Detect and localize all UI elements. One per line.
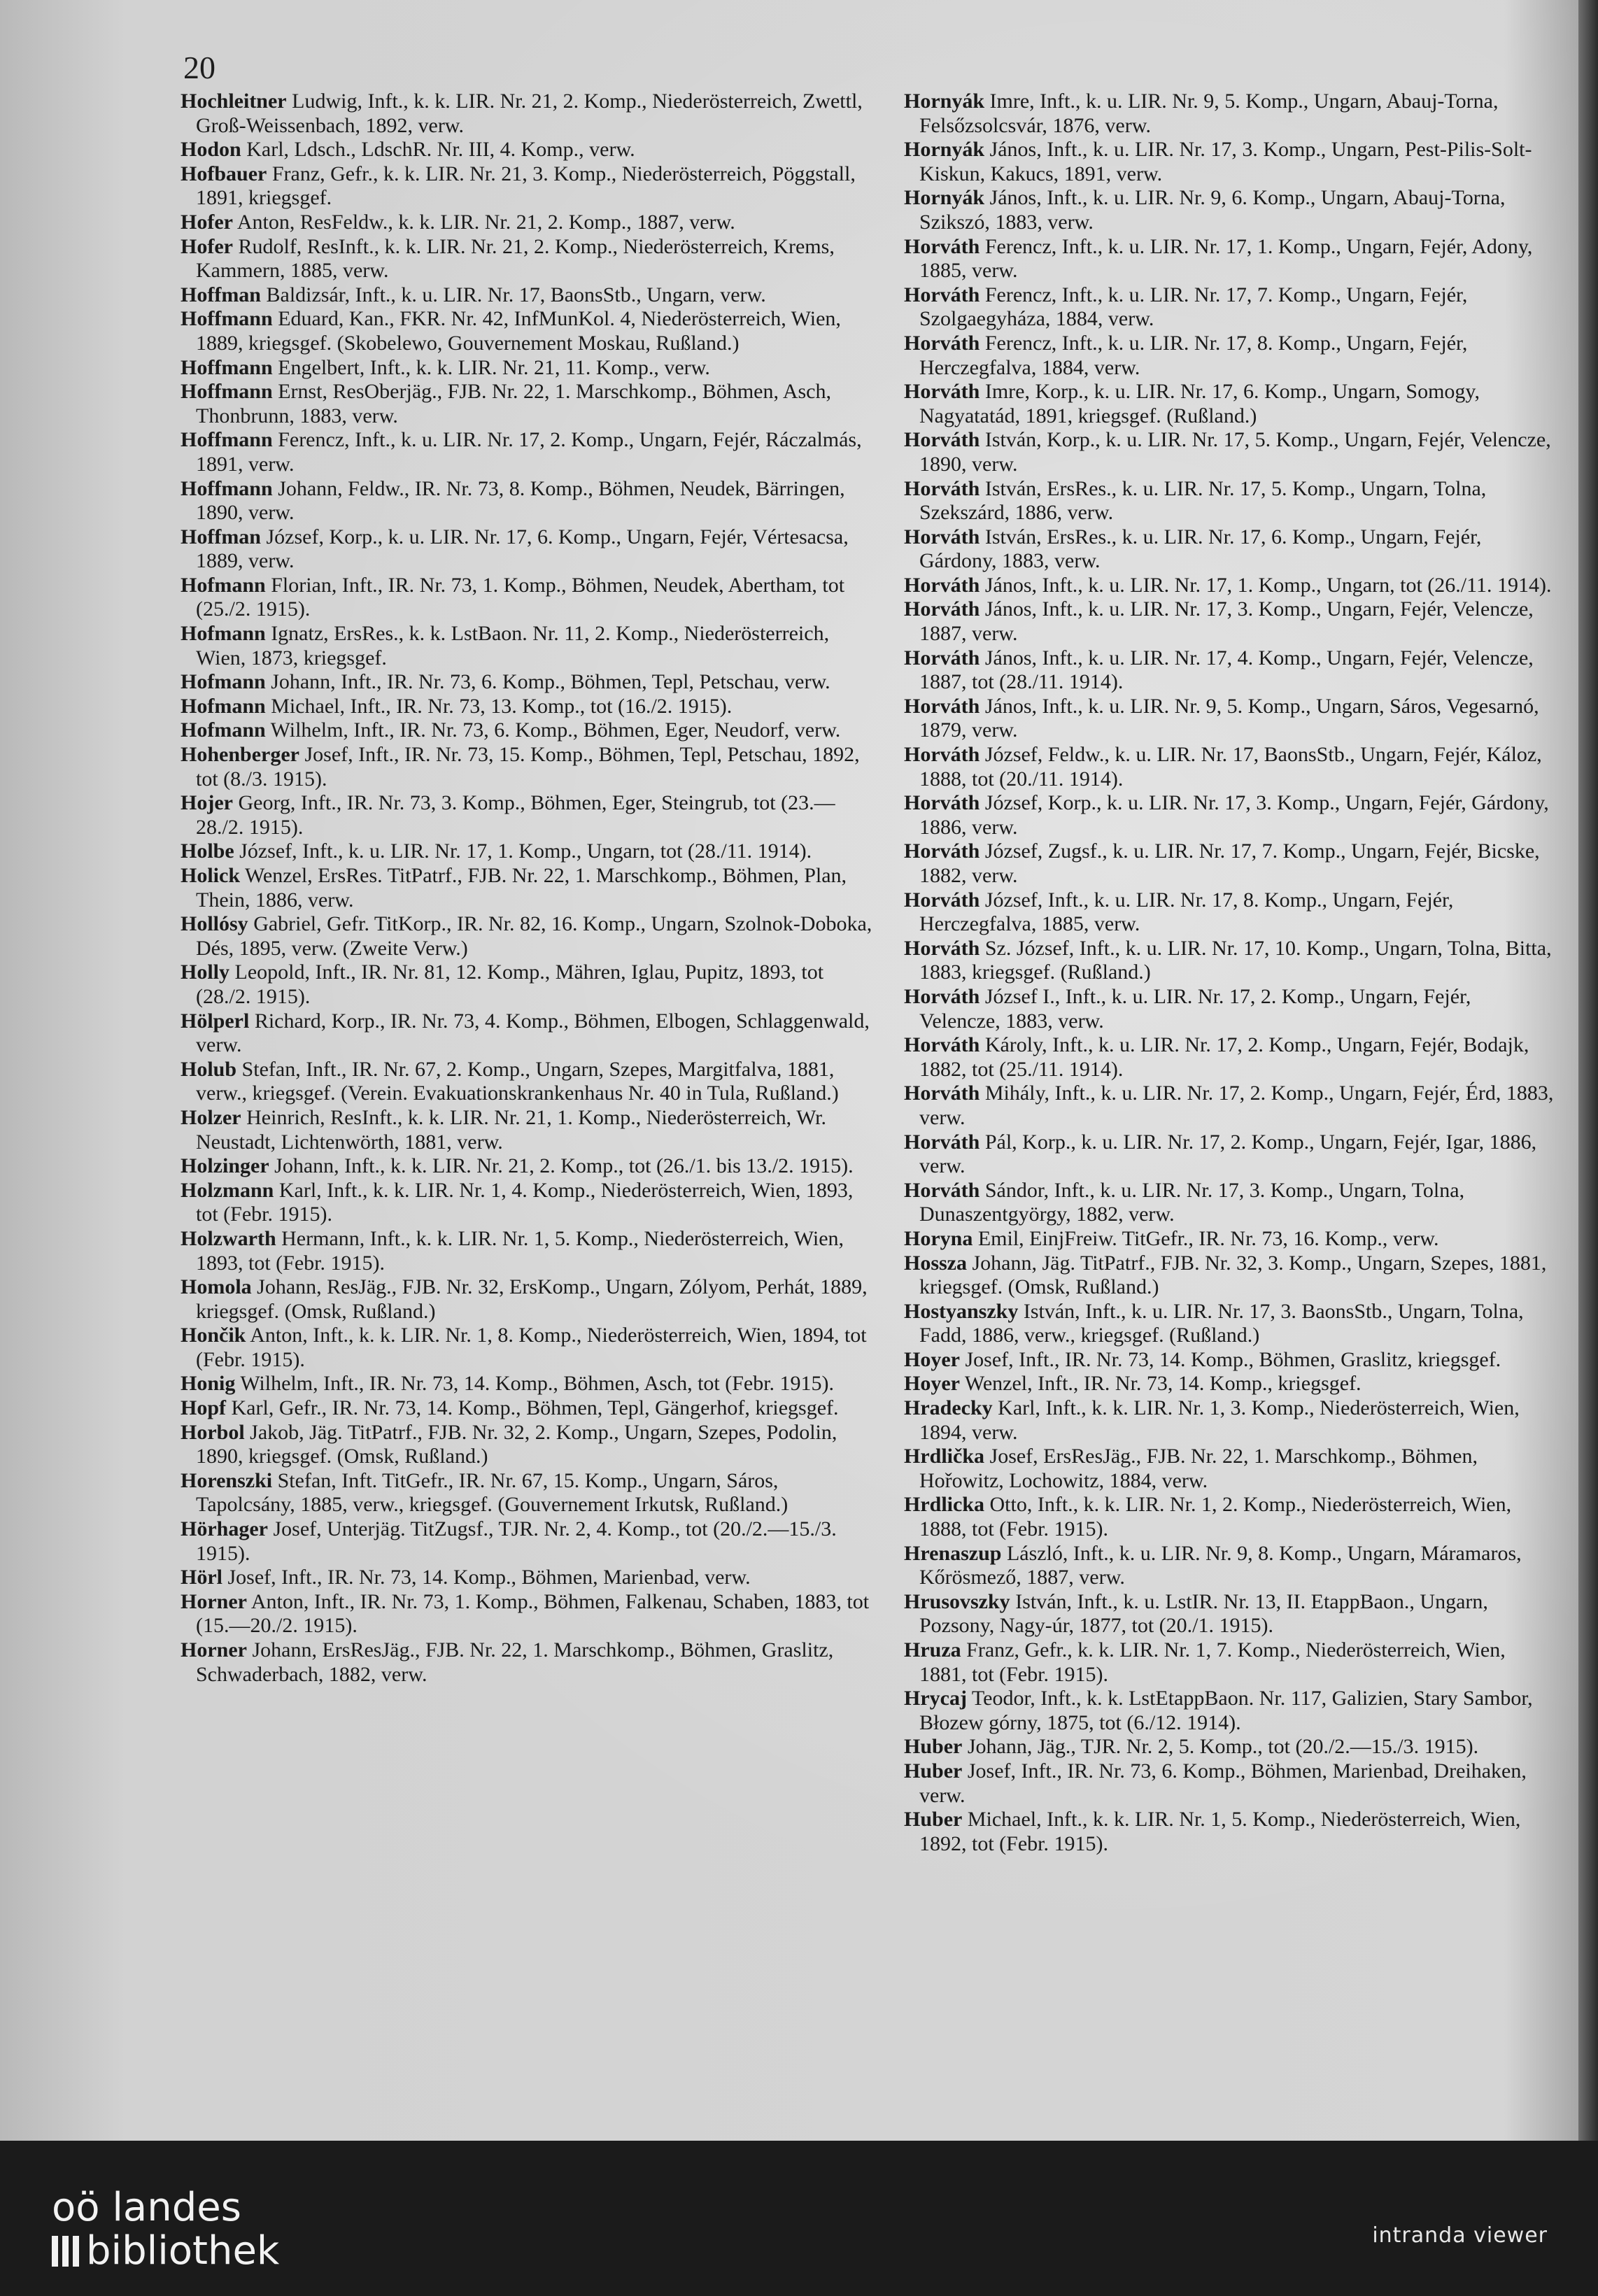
list-entry [904, 1131, 1555, 1179]
list-entry [181, 1590, 880, 1638]
list-entry [181, 1154, 880, 1179]
list-entry [181, 864, 880, 912]
entry-surname: Hoffman [181, 283, 261, 306]
list-entry [181, 138, 880, 162]
entry-surname: Huber [904, 1759, 963, 1783]
entry-details: Sándor, Inft., k. u. LIR. Nr. 17, 3. Komp., Ungarn, Tolna, Dunaszentgyörgy, 1882, verw. [919, 1178, 1465, 1226]
entry-surname: Horváth [904, 283, 980, 306]
list-entry [904, 597, 1555, 646]
list-entry [904, 791, 1555, 839]
entry-details: Leopold, Inft., IR. Nr. 81, 12. Komp., Mähren, Iglau, Pupitz, 1893, tot (28./2. 1915). [196, 961, 824, 1008]
entry-details: Karl, Inft., k. k. LIR. Nr. 1, 4. Komp., Niederösterreich, Wien, 1893, tot (Febr. 1915). [196, 1178, 854, 1226]
list-entry [181, 477, 880, 525]
entry-details: Imre, Inft., k. u. LIR. Nr. 9, 5. Komp., Ungarn, Abauj-Torna, Felsőzsolcsvár, 1876, verw. [919, 90, 1499, 137]
list-entry [181, 211, 880, 235]
entry-details: József I., Inft., k. u. LIR. Nr. 17, 2. Komp., Ungarn, Fejér, Velencze, 1883, verw. [919, 984, 1471, 1033]
entry-surname: Hornyák [904, 138, 985, 162]
list-entry [181, 162, 880, 211]
entry-surname: Homola [181, 1275, 252, 1299]
entry-surname: Hrenaszup [904, 1541, 1002, 1565]
list-entry [181, 791, 880, 839]
entry-surname: Holzinger [181, 1154, 269, 1178]
list-entry [904, 1808, 1555, 1856]
list-entry [181, 1324, 880, 1372]
entry-surname: Horner [181, 1638, 247, 1661]
entry-surname: Hoffmann [181, 307, 273, 331]
entry-details: János, Inft., k. u. LIR. Nr. 9, 6. Komp., Ungarn, Abauj-Torna, Szikszó, 1883, verw. [919, 186, 1506, 234]
list-entry [904, 985, 1555, 1033]
entry-details: Wilhelm, Inft., IR. Nr. 73, 14. Komp., Böhmen, Asch, tot (Febr. 1915). [235, 1372, 835, 1396]
entry-surname: Hoffman [181, 525, 261, 548]
entry-surname: Horváth [904, 1130, 980, 1154]
entry-details: Ferencz, Inft., k. u. LIR. Nr. 17, 7. Komp., Ungarn, Fejér, Szolgaegyháza, 1884, verw. [919, 283, 1468, 331]
entry-surname: Hofer [181, 234, 233, 258]
list-entry [181, 1638, 880, 1687]
entry-surname: Hopf [181, 1396, 227, 1420]
list-entry [904, 525, 1555, 574]
list-entry [181, 1566, 880, 1590]
entry-details: Ludwig, Inft., k. k. LIR. Nr. 21, 2. Komp., Niederösterreich, Zwettl, Groß-Weissenbach, 1892, verw. [196, 90, 863, 137]
entry-surname: Horváth [904, 743, 980, 767]
entry-surname: Holzmann [181, 1178, 274, 1202]
entry-surname: Horváth [904, 791, 980, 815]
entry-surname: Horváth [904, 839, 980, 863]
entry-surname: Holzer [181, 1105, 241, 1129]
list-entry [181, 622, 880, 670]
list-entry [904, 1493, 1555, 1541]
entry-details: János, Inft., k. u. LIR. Nr. 17, 4. Komp., Ungarn, Fejér, Velencze, 1887, tot (28./11. 1914). [919, 646, 1534, 694]
list-entry [181, 283, 880, 308]
entry-details: József, Inft., k. u. LIR. Nr. 17, 8. Komp., Ungarn, Fejér, Herczegfalva, 1885, verw. [919, 888, 1454, 936]
list-entry [181, 574, 880, 622]
list-entry [904, 380, 1555, 428]
entry-details: Richard, Korp., IR. Nr. 73, 4. Komp., Böhmen, Elbogen, Schlaggenwald, verw. [196, 1009, 870, 1057]
list-entry [904, 839, 1555, 888]
entry-surname: Horváth [904, 525, 980, 548]
entry-surname: Holbe [181, 839, 234, 863]
list-entry [181, 1058, 880, 1106]
list-entry [904, 235, 1555, 283]
entry-surname: Hoyer [904, 1347, 960, 1371]
list-entry [181, 235, 880, 283]
list-entry [904, 1348, 1555, 1373]
entry-details: Franz, Gefr., k. k. LIR. Nr. 1, 7. Komp., Niederösterreich, Wien, 1881, tot (Febr. 1915). [919, 1638, 1506, 1686]
entry-details: László, Inft., k. u. LIR. Nr. 9, 8. Komp., Ungarn, Máramaros, Kőrösmező, 1887, verw. [919, 1541, 1522, 1589]
list-entry [181, 670, 880, 695]
entry-surname: Horváth [904, 380, 980, 404]
entry-details: Johann, ResJäg., FJB. Nr. 32, ErsKomp., Ungarn, Zólyom, Perhát, 1889, kriegsgef. (Omsk, Rußland.) [196, 1275, 868, 1323]
entry-details: Wilhelm, Inft., IR. Nr. 73, 6. Komp., Böhmen, Eger, Neudorf, verw. [265, 718, 841, 742]
entry-surname: Hofmann [181, 694, 266, 718]
entry-details: Anton, ResFeldw., k. k. LIR. Nr. 21, 2. Komp., 1887, verw. [232, 210, 735, 234]
entry-details: József, Korp., k. u. LIR. Nr. 17, 6. Komp., Ungarn, Fejér, Vértesacsa, 1889, verw. [196, 525, 849, 573]
entry-details: Johann, Feldw., IR. Nr. 73, 8. Komp., Böhmen, Neudek, Bärringen, 1890, verw. [196, 476, 845, 525]
entry-surname: Horváth [904, 1033, 980, 1057]
entry-surname: Hoffmann [181, 380, 273, 404]
entry-details: Karl, Gefr., IR. Nr. 73, 14. Komp., Böhmen, Tepl, Gängerhof, kriegsgef. [226, 1396, 839, 1420]
entry-details: Mihály, Inft., k. u. LIR. Nr. 17, 2. Komp., Ungarn, Fejér, Érd, 1883, verw. [919, 1082, 1554, 1129]
list-entry [181, 1469, 880, 1517]
entry-details: István, Korp., k. u. LIR. Nr. 17, 5. Komp., Ungarn, Fejér, Velencze, 1890, verw. [919, 428, 1551, 476]
entry-surname: Horváth [904, 694, 980, 718]
left-column [181, 90, 880, 1687]
entry-details: Rudolf, ResInft., k. k. LIR. Nr. 21, 2. Komp., Niederösterreich, Krems, Kammern, 1885, verw. [196, 234, 835, 283]
entry-details: József, Feldw., k. u. LIR. Nr. 17, BaonsStb., Ungarn, Fejér, Káloz, 1888, tot (20./11. 1914). [919, 743, 1542, 791]
list-entry [904, 1759, 1555, 1808]
list-entry [181, 912, 880, 961]
entry-surname: Huber [904, 1808, 963, 1831]
entry-surname: Hrdlicka [904, 1493, 985, 1517]
list-entry [904, 186, 1555, 234]
entry-details: Michael, Inft., IR. Nr. 73, 13. Komp., tot (16./2. 1915). [265, 694, 733, 718]
entry-surname: Horváth [904, 646, 980, 669]
entry-surname: Horner [181, 1589, 247, 1613]
list-entry [181, 1517, 880, 1566]
list-entry [904, 1396, 1555, 1445]
list-entry [181, 1227, 880, 1275]
entry-details: János, Inft., k. u. LIR. Nr. 17, 3. Komp., Ungarn, Fejér, Velencze, 1887, verw. [919, 597, 1534, 646]
entry-details: József, Zugsf., k. u. LIR. Nr. 17, 7. Komp., Ungarn, Fejér, Bicske, 1882, verw. [919, 839, 1540, 887]
entry-details: Heinrich, ResInft., k. k. LIR. Nr. 21, 1. Komp., Niederösterreich, Wr. Neustadt, Lichtenwörth, 1881, verw. [196, 1105, 827, 1154]
entry-surname: Horváth [904, 331, 980, 355]
entry-surname: Horyna [904, 1226, 973, 1250]
list-entry [181, 1179, 880, 1227]
entry-details: János, Inft., k. u. LIR. Nr. 17, 3. Komp., Ungarn, Pest-Pilis-Solt-Kiskun, Kakucs, 1891, verw. [919, 138, 1532, 185]
list-entry [904, 90, 1555, 138]
entry-details: István, Inft., k. u. LstIR. Nr. 13, II. EtappBaon., Ungarn, Pozsony, Nagy-úr, 1877, tot (20./1. 1915). [919, 1589, 1488, 1638]
list-entry [904, 332, 1555, 380]
list-entry [181, 718, 880, 743]
list-entry [181, 1009, 880, 1058]
entry-details: Engelbert, Inft., k. k. LIR. Nr. 21, 11. Komp., verw. [272, 355, 710, 379]
entry-details: Pál, Korp., k. u. LIR. Nr. 17, 2. Komp., Ungarn, Fejér, Igar, 1886, verw. [919, 1130, 1537, 1178]
entry-surname: Holzwarth [181, 1226, 276, 1250]
entry-surname: Hölperl [181, 1009, 250, 1033]
entry-surname: Horváth [904, 1178, 980, 1202]
list-entry [181, 1396, 880, 1421]
entry-surname: Horváth [904, 1082, 980, 1105]
entry-surname: Hrdlička [904, 1445, 985, 1468]
entry-details: Florian, Inft., IR. Nr. 73, 1. Komp., Böhmen, Neudek, Abertham, tot (25./2. 1915). [196, 573, 845, 621]
entry-details: Franz, Gefr., k. k. LIR. Nr. 21, 3. Komp., Niederösterreich, Pöggstall, 1891, kriegsgef. [196, 162, 856, 210]
entry-surname: Horbol [181, 1420, 245, 1444]
entry-surname: Horváth [904, 936, 980, 960]
entry-details: Ferencz, Inft., k. u. LIR. Nr. 17, 1. Komp., Ungarn, Fejér, Adony, 1885, verw. [919, 234, 1533, 283]
entry-surname: Hofmann [181, 573, 266, 597]
list-entry [904, 1179, 1555, 1227]
entry-details: Karl, Ldsch., LdschR. Nr. III, 4. Komp., verw. [241, 138, 635, 162]
entry-details: Michael, Inft., k. k. LIR. Nr. 1, 5. Komp., Niederösterreich, Wien, 1892, tot (Febr. 1915). [919, 1808, 1521, 1855]
list-entry [181, 961, 880, 1009]
entry-details: Wenzel, ErsRes. TitPatrf., FJB. Nr. 22, 1. Marschkomp., Böhmen, Plan, Thein, 1886, verw. [196, 864, 847, 912]
entry-details: István, ErsRes., k. u. LIR. Nr. 17, 5. Komp., Ungarn, Tolna, Szekszárd, 1886, verw. [919, 476, 1487, 525]
entry-details: Gabriel, Gefr. TitKorp., IR. Nr. 82, 16. Komp., Ungarn, Szolnok-Doboka, Dés, 1895, verw. (Zweite Verw.) [196, 912, 872, 960]
entry-details: Johann, Jäg. TitPatrf., FJB. Nr. 32, 3. Komp., Ungarn, Szepes, 1881, kriegsgef. (Omsk, Rußland.) [919, 1251, 1547, 1299]
entry-surname: Horváth [904, 476, 980, 500]
list-entry [181, 1275, 880, 1324]
list-entry [181, 90, 880, 138]
list-entry [904, 1687, 1555, 1735]
entry-details: Ferencz, Inft., k. u. LIR. Nr. 17, 2. Komp., Ungarn, Fejér, Ráczalmás, 1891, verw. [196, 428, 862, 476]
entry-surname: Hossza [904, 1251, 967, 1275]
logo-bars-icon [52, 2236, 79, 2267]
library-logo[interactable] [52, 2186, 279, 2273]
entry-surname: Holub [181, 1057, 237, 1081]
entry-surname: Hostyanszky [904, 1299, 1019, 1323]
logo-line-1: oö landes [52, 2185, 241, 2230]
list-entry [904, 1227, 1555, 1252]
list-entry [904, 1252, 1555, 1300]
list-entry [181, 1106, 880, 1154]
entry-details: Wenzel, Inft., IR. Nr. 73, 14. Komp., kriegsgef. [959, 1372, 1362, 1396]
entry-surname: Hodon [181, 138, 241, 162]
list-entry [181, 1421, 880, 1469]
list-entry [904, 888, 1555, 937]
entry-surname: Horváth [904, 428, 980, 452]
entry-details: Teodor, Inft., k. k. LstEtappBaon. Nr. 117, Galizien, Stary Sambor, Błozew górny, 1875, tot (6./12. 1914). [919, 1687, 1533, 1734]
entry-surname: Hornyák [904, 186, 985, 210]
entry-details: Josef, Unterjäg. TitZugsf., TJR. Nr. 2, 4. Komp., tot (20./2.—15./3. 1915). [196, 1517, 837, 1565]
list-entry [904, 1590, 1555, 1638]
entry-details: Ferencz, Inft., k. u. LIR. Nr. 17, 8. Komp., Ungarn, Fejér, Herczegfalva, 1884, verw. [919, 331, 1468, 379]
list-entry [181, 380, 880, 428]
list-entry [904, 1638, 1555, 1687]
entry-surname: Hofmann [181, 670, 266, 694]
right-column [904, 90, 1555, 1856]
entry-details: Ernst, ResOberjäg., FJB. Nr. 22, 1. Marschkomp., Böhmen, Asch, Thonbrunn, 1883, verw. [196, 380, 831, 427]
entry-surname: Hruza [904, 1638, 961, 1661]
entry-details: Stefan, Inft. TitGefr., IR. Nr. 67, 15. Komp., Ungarn, Sáros, Tapolcsány, 1885, verw., kriegsgef. (Gouvernement Irkutsk, Rußland.) [196, 1468, 789, 1517]
entry-surname: Hončik [181, 1324, 246, 1347]
list-entry [904, 937, 1555, 985]
entry-surname: Hornyák [904, 90, 985, 113]
entry-surname: Hochleitner [181, 90, 287, 113]
entry-details: József, Korp., k. u. LIR. Nr. 17, 3. Komp., Ungarn, Fejér, Gárdony, 1886, verw. [919, 791, 1549, 839]
entry-surname: Hrusovszky [904, 1589, 1010, 1613]
list-entry [904, 743, 1555, 791]
entry-surname: Hradecky [904, 1396, 993, 1420]
entry-details: Johann, Inft., IR. Nr. 73, 6. Komp., Böhmen, Tepl, Petschau, verw. [265, 670, 830, 694]
list-entry [904, 1082, 1555, 1130]
entry-details: Hermann, Inft., k. k. LIR. Nr. 1, 5. Komp., Niederösterreich, Wien, 1893, tot (Febr. 1915). [196, 1226, 844, 1275]
entry-details: Josef, Inft., IR. Nr. 73, 14. Komp., Böhmen, Marienbad, verw. [222, 1566, 751, 1589]
entry-details: Johann, ErsResJäg., FJB. Nr. 22, 1. Marschkomp., Böhmen, Graslitz, Schwaderbach, 1882, verw. [196, 1638, 834, 1686]
entry-surname: Honig [181, 1372, 236, 1396]
entry-surname: Hoffmann [181, 355, 273, 379]
entry-details: Josef, Inft., IR. Nr. 73, 14. Komp., Böhmen, Graslitz, kriegsgef. [959, 1347, 1501, 1371]
entry-surname: Holly [181, 961, 230, 984]
entry-details: Johann, Jäg., TJR. Nr. 2, 5. Komp., tot (20./2.—15./3. 1915). [962, 1735, 1479, 1759]
list-entry [181, 307, 880, 355]
entry-surname: Horváth [904, 234, 980, 258]
list-entry [904, 1445, 1555, 1493]
entry-details: Johann, Inft., k. k. LIR. Nr. 21, 2. Komp., tot (26./1. bis 13./2. 1915). [269, 1154, 854, 1178]
entry-details: Jakob, Jäg. TitPatrf., FJB. Nr. 32, 2. Komp., Ungarn, Szepes, Podolin, 1890, kriegsgef. (Omsk, Rußland.) [196, 1420, 837, 1468]
list-entry [904, 477, 1555, 525]
list-entry [904, 1033, 1555, 1082]
entry-details: Anton, Inft., IR. Nr. 73, 1. Komp., Böhmen, Falkenau, Schaben, 1883, tot (15.—20./2. 1915). [196, 1589, 870, 1638]
entry-surname: Hojer [181, 791, 233, 815]
entry-surname: Hoyer [904, 1372, 960, 1396]
entry-details: Josef, ErsResJäg., FJB. Nr. 22, 1. Marschkomp., Böhmen, Hořowitz, Lochowitz, 1884, verw. [919, 1445, 1478, 1492]
entry-details: István, ErsRes., k. u. LIR. Nr. 17, 6. Komp., Ungarn, Fejér, Gárdony, 1883, verw. [919, 525, 1482, 573]
entry-surname: Hörhager [181, 1517, 268, 1541]
entry-details: Georg, Inft., IR. Nr. 73, 3. Komp., Böhmen, Eger, Steingrub, tot (23.—28./2. 1915). [196, 791, 835, 839]
entry-details: József, Inft., k. u. LIR. Nr. 17, 1. Komp., Ungarn, tot (28./11. 1914). [234, 839, 812, 863]
list-entry [904, 695, 1555, 743]
entry-details: János, Inft., k. u. LIR. Nr. 17, 1. Komp., Ungarn, tot (26./11. 1914). [980, 573, 1552, 597]
list-entry [904, 428, 1555, 476]
entry-details: Josef, Inft., IR. Nr. 73, 15. Komp., Böhmen, Tepl, Petschau, 1892, tot (8./3. 1915). [196, 743, 860, 791]
list-entry [181, 356, 880, 381]
logo-line-2: bibliothek [86, 2228, 280, 2274]
entry-details: Emil, EinjFreiw. TitGefr., IR. Nr. 73, 16. Komp., verw. [973, 1226, 1439, 1250]
entry-details: Josef, Inft., IR. Nr. 73, 6. Komp., Böhmen, Marienbad, Dreihaken, verw. [919, 1759, 1527, 1807]
entry-details: István, Inft., k. u. LIR. Nr. 17, 3. BaonsStb., Ungarn, Tolna, Fadd, 1886, verw., kriegsgef. (Rußland.) [919, 1299, 1524, 1347]
entry-details: Eduard, Kan., FKR. Nr. 42, InfMunKol. 4, Niederösterreich, Wien, 1889, kriegsgef. (Skobelewo, Gouvernement Moskau, Rußland.) [196, 307, 841, 355]
list-entry [904, 1735, 1555, 1759]
entry-surname: Horváth [904, 573, 980, 597]
page-edge [1578, 0, 1598, 2141]
page-number: 20 [183, 50, 215, 85]
list-entry [904, 574, 1555, 598]
entry-surname: Hollósy [181, 912, 248, 936]
entry-surname: Horváth [904, 597, 980, 621]
list-entry [904, 138, 1555, 186]
entry-surname: Hohenberger [181, 743, 299, 767]
list-entry [904, 283, 1555, 332]
list-entry [181, 1372, 880, 1396]
entry-surname: Hofmann [181, 622, 266, 646]
list-entry [904, 1542, 1555, 1590]
entry-surname: Horváth [904, 888, 980, 912]
entry-details: Sz. József, Inft., k. u. LIR. Nr. 17, 10. Komp., Ungarn, Tolna, Bitta, 1883, kriegsgef. (Rußland.) [919, 936, 1552, 984]
entry-surname: Huber [904, 1735, 963, 1759]
entry-details: János, Inft., k. u. LIR. Nr. 9, 5. Komp., Ungarn, Sáros, Vegesarnó, 1879, verw. [919, 694, 1539, 742]
list-entry [181, 525, 880, 574]
list-entry [181, 428, 880, 476]
list-entry [904, 1300, 1555, 1348]
entry-details: Stefan, Inft., IR. Nr. 67, 2. Komp., Ungarn, Szepes, Margitfalva, 1881, verw., kriegsgef. (Verein. Evakuationskrankenhaus Nr. 40 in Tula, Rußland.) [196, 1057, 839, 1105]
entry-surname: Hofbauer [181, 162, 267, 185]
entry-details: Imre, Korp., k. u. LIR. Nr. 17, 6. Komp., Ungarn, Somogy, Nagyatatád, 1891, kriegsgef. (Rußland.) [919, 380, 1480, 427]
entry-details: Karl, Inft., k. k. LIR. Nr. 1, 3. Komp., Niederösterreich, Wien, 1894, verw. [919, 1396, 1520, 1444]
entry-surname: Hoffmann [181, 476, 273, 500]
list-entry [181, 743, 880, 791]
entry-surname: Hofer [181, 210, 233, 234]
list-entry [181, 839, 880, 864]
entry-surname: Horenszki [181, 1468, 273, 1492]
entry-details: Anton, Inft., k. k. LIR. Nr. 1, 8. Komp., Niederösterreich, Wien, 1894, tot (Febr. 1915). [196, 1324, 867, 1371]
entry-surname: Horváth [904, 984, 980, 1008]
entry-surname: Hrycaj [904, 1687, 967, 1710]
entry-surname: Hofmann [181, 718, 266, 742]
entry-details: Baldizsár, Inft., k. u. LIR. Nr. 17, BaonsStb., Ungarn, verw. [261, 283, 766, 306]
entry-details: Ignatz, ErsRes., k. k. LstBaon. Nr. 11, 2. Komp., Niederösterreich, Wien, 1873, kriegsgef. [196, 622, 830, 669]
entry-surname: Hörl [181, 1566, 222, 1589]
list-entry [904, 646, 1555, 695]
entry-surname: Hoffmann [181, 428, 273, 452]
entry-details: Károly, Inft., k. u. LIR. Nr. 17, 2. Komp., Ungarn, Fejér, Bodajk, 1882, tot (25./11. 1914). [919, 1033, 1529, 1081]
entry-surname: Holick [181, 864, 241, 887]
viewer-brand[interactable]: intranda viewer [1372, 2223, 1548, 2248]
list-entry [904, 1372, 1555, 1396]
list-entry [181, 695, 880, 719]
entry-details: Otto, Inft., k. k. LIR. Nr. 1, 2. Komp., Niederösterreich, Wien, 1888, tot (Febr. 1915). [919, 1493, 1512, 1541]
